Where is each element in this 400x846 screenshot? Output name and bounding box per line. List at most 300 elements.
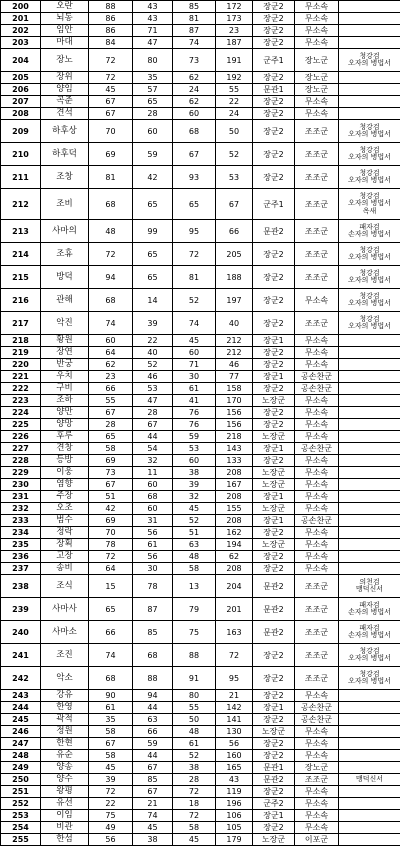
table-row: [1, 383, 400, 395]
stat-1-cell: 90: [89, 690, 133, 702]
faction-cell: 조조군: [295, 774, 339, 786]
faction-cell: 무소속: [295, 810, 339, 822]
general-name-cell: 한현: [41, 738, 89, 750]
row-number-cell: 203: [1, 37, 41, 49]
general-name-cell: 방덕: [41, 266, 89, 289]
stat-3-cell: 48: [173, 551, 216, 563]
row-number-cell: 215: [1, 266, 41, 289]
faction-cell: 무소속: [295, 395, 339, 407]
general-name-cell: 범수: [41, 515, 89, 527]
row-number-cell: 213: [1, 220, 41, 243]
general-name-cell: 양송: [41, 762, 89, 774]
stat-2-cell: 94: [133, 690, 173, 702]
row-number-cell: 241: [1, 644, 41, 667]
faction-cell: 무소속: [295, 491, 339, 503]
general-name-cell: 우치: [41, 371, 89, 383]
rank-cell: 문관2: [253, 598, 295, 621]
note-cell: 패자검 손자의 병법서: [339, 220, 400, 243]
table-row: [1, 455, 400, 467]
note-cell: [339, 479, 400, 491]
note-cell: [339, 37, 400, 49]
general-name-cell: 오란: [41, 1, 89, 13]
note-cell: [339, 371, 400, 383]
rank-cell: 장군2: [253, 822, 295, 834]
stat-4-cell: 201: [216, 598, 253, 621]
general-name-cell: 황원: [41, 335, 89, 347]
stat-2-cell: 45: [133, 822, 173, 834]
table-row: [1, 143, 400, 166]
rank-cell: 장군2: [253, 72, 295, 84]
row-number-cell: 236: [1, 551, 41, 563]
stat-2-cell: 59: [133, 738, 173, 750]
faction-cell: 장노군: [295, 762, 339, 774]
note-cell: [339, 25, 400, 37]
stat-4-cell: 62: [216, 551, 253, 563]
stat-3-cell: 30: [173, 371, 216, 383]
rank-cell: 장군2: [253, 289, 295, 312]
general-name-cell: 조비: [41, 189, 89, 220]
table-row: [1, 243, 400, 266]
stat-1-cell: 69: [89, 455, 133, 467]
table-row: [1, 443, 400, 455]
stat-3-cell: 65: [173, 189, 216, 220]
stat-3-cell: 88: [173, 644, 216, 667]
stat-3-cell: 50: [173, 714, 216, 726]
stat-4-cell: 160: [216, 750, 253, 762]
stat-2-cell: 40: [133, 347, 173, 359]
row-number-cell: 204: [1, 49, 41, 72]
stat-3-cell: 81: [173, 266, 216, 289]
general-name-cell: 정원: [41, 726, 89, 738]
general-name-cell: 장위: [41, 72, 89, 84]
stat-4-cell: 208: [216, 491, 253, 503]
rank-cell: 장군1: [253, 371, 295, 383]
stat-1-cell: 75: [89, 810, 133, 822]
stat-2-cell: 59: [133, 143, 173, 166]
table-row: [1, 347, 400, 359]
faction-cell: 무소속: [295, 750, 339, 762]
row-number-cell: 252: [1, 798, 41, 810]
stat-3-cell: 76: [173, 419, 216, 431]
faction-cell: 무소속: [295, 289, 339, 312]
rank-cell: 장군2: [253, 690, 295, 702]
row-number-cell: 249: [1, 762, 41, 774]
general-name-cell: 한섬: [41, 834, 89, 846]
table-row: [1, 220, 400, 243]
table-row: [1, 822, 400, 834]
stat-1-cell: 48: [89, 220, 133, 243]
stat-3-cell: 58: [173, 563, 216, 575]
row-number-cell: 200: [1, 1, 41, 13]
table-row: [1, 108, 400, 120]
general-name-cell: 곡준: [41, 96, 89, 108]
rank-cell: 장군2: [253, 166, 295, 189]
stat-1-cell: 94: [89, 266, 133, 289]
stat-3-cell: 62: [173, 96, 216, 108]
general-name-cell: 왕평: [41, 786, 89, 798]
rank-cell: 장군2: [253, 13, 295, 25]
faction-cell: 무소속: [295, 738, 339, 750]
note-cell: 맹덕신서: [339, 774, 400, 786]
stat-1-cell: 68: [89, 289, 133, 312]
stat-3-cell: 72: [173, 243, 216, 266]
row-number-cell: 218: [1, 335, 41, 347]
stat-2-cell: 74: [133, 810, 173, 822]
stat-3-cell: 62: [173, 72, 216, 84]
stat-3-cell: 53: [173, 443, 216, 455]
general-name-cell: 장획: [41, 539, 89, 551]
rank-cell: 장군2: [253, 738, 295, 750]
row-number-cell: 246: [1, 726, 41, 738]
stat-3-cell: 80: [173, 690, 216, 702]
note-cell: [339, 551, 400, 563]
row-number-cell: 208: [1, 108, 41, 120]
general-name-cell: 양수: [41, 774, 89, 786]
stat-1-cell: 67: [89, 738, 133, 750]
rank-cell: 장군2: [253, 347, 295, 359]
stat-4-cell: 172: [216, 1, 253, 13]
stat-3-cell: 60: [173, 455, 216, 467]
note-cell: [339, 491, 400, 503]
table-row: [1, 84, 400, 96]
stat-3-cell: 32: [173, 491, 216, 503]
faction-cell: 무소속: [295, 467, 339, 479]
general-name-cell: 장노: [41, 49, 89, 72]
note-cell: 청강검 오자의 병법서 옥새: [339, 189, 400, 220]
stat-1-cell: 68: [89, 667, 133, 690]
table-body: [1, 1, 400, 846]
stat-3-cell: 48: [173, 726, 216, 738]
stat-3-cell: 73: [173, 49, 216, 72]
row-number-cell: 248: [1, 750, 41, 762]
stat-4-cell: 105: [216, 822, 253, 834]
table-row: [1, 503, 400, 515]
rank-cell: 노장군: [253, 431, 295, 443]
table-row: [1, 575, 400, 598]
faction-cell: 무소속: [295, 563, 339, 575]
rank-cell: 문관1: [253, 762, 295, 774]
stat-3-cell: 85: [173, 1, 216, 13]
stat-3-cell: 74: [173, 312, 216, 335]
stat-3-cell: 13: [173, 575, 216, 598]
stat-4-cell: 23: [216, 25, 253, 37]
table-row: [1, 762, 400, 774]
table-row: [1, 49, 400, 72]
stat-4-cell: 194: [216, 539, 253, 551]
row-number-cell: 221: [1, 371, 41, 383]
rank-cell: 문관2: [253, 774, 295, 786]
note-cell: [339, 714, 400, 726]
faction-cell: 무소속: [295, 527, 339, 539]
rank-cell: 장군1: [253, 810, 295, 822]
table-row: [1, 96, 400, 108]
stat-1-cell: 86: [89, 13, 133, 25]
general-name-cell: 이임: [41, 810, 89, 822]
stat-3-cell: 63: [173, 539, 216, 551]
note-cell: [339, 431, 400, 443]
general-name-cell: 주장: [41, 491, 89, 503]
rank-cell: 군주1: [253, 49, 295, 72]
general-name-cell: 양임: [41, 84, 89, 96]
stat-2-cell: 61: [133, 539, 173, 551]
stat-1-cell: 39: [89, 774, 133, 786]
note-cell: 청강검 오자의 병법서: [339, 266, 400, 289]
note-cell: 의천검 맹덕신서: [339, 575, 400, 598]
stat-4-cell: 66: [216, 220, 253, 243]
stat-3-cell: 24: [173, 84, 216, 96]
general-name-cell: 강유: [41, 690, 89, 702]
faction-cell: 무소속: [295, 108, 339, 120]
note-cell: [339, 407, 400, 419]
stat-4-cell: 167: [216, 479, 253, 491]
stat-4-cell: 179: [216, 834, 253, 846]
stat-4-cell: 22: [216, 96, 253, 108]
stat-3-cell: 52: [173, 289, 216, 312]
note-cell: [339, 443, 400, 455]
note-cell: [339, 810, 400, 822]
table-row: [1, 726, 400, 738]
general-name-cell: 마대: [41, 37, 89, 49]
stat-2-cell: 60: [133, 503, 173, 515]
row-number-cell: 228: [1, 455, 41, 467]
stat-3-cell: 68: [173, 120, 216, 143]
faction-cell: 무소속: [295, 335, 339, 347]
general-name-cell: 반궁: [41, 359, 89, 371]
faction-cell: 공손찬군: [295, 702, 339, 714]
stat-4-cell: 52: [216, 143, 253, 166]
row-number-cell: 229: [1, 467, 41, 479]
row-number-cell: 225: [1, 419, 41, 431]
stat-3-cell: 52: [173, 750, 216, 762]
stat-4-cell: 162: [216, 527, 253, 539]
table-row: [1, 395, 400, 407]
stat-4-cell: 212: [216, 347, 253, 359]
stat-1-cell: 86: [89, 25, 133, 37]
rank-cell: 문관2: [253, 220, 295, 243]
faction-cell: 무소속: [295, 798, 339, 810]
stat-1-cell: 70: [89, 527, 133, 539]
rank-cell: 노장군: [253, 539, 295, 551]
table-row: [1, 25, 400, 37]
stat-2-cell: 80: [133, 49, 173, 72]
general-name-cell: 이웅: [41, 467, 89, 479]
stat-1-cell: 72: [89, 551, 133, 563]
row-number-cell: 211: [1, 166, 41, 189]
row-number-cell: 216: [1, 289, 41, 312]
rank-cell: 노장군: [253, 726, 295, 738]
note-cell: 청강검 오자의 병법서: [339, 289, 400, 312]
table-row: [1, 407, 400, 419]
rank-cell: 장군2: [253, 563, 295, 575]
stat-3-cell: 58: [173, 822, 216, 834]
faction-cell: 무소속: [295, 13, 339, 25]
note-cell: [339, 750, 400, 762]
rank-cell: 장군2: [253, 312, 295, 335]
stat-1-cell: 61: [89, 702, 133, 714]
note-cell: [339, 467, 400, 479]
note-cell: [339, 822, 400, 834]
stat-4-cell: 142: [216, 702, 253, 714]
general-name-cell: 조창: [41, 166, 89, 189]
note-cell: [339, 503, 400, 515]
faction-cell: 조조군: [295, 621, 339, 644]
stat-2-cell: 32: [133, 455, 173, 467]
row-number-cell: 219: [1, 347, 41, 359]
table-row: [1, 834, 400, 846]
stat-3-cell: 75: [173, 621, 216, 644]
table-row: [1, 527, 400, 539]
faction-cell: 조조군: [295, 243, 339, 266]
rank-cell: 장군1: [253, 443, 295, 455]
faction-cell: 조조군: [295, 189, 339, 220]
stat-2-cell: 99: [133, 220, 173, 243]
general-name-cell: 임안: [41, 25, 89, 37]
stat-2-cell: 68: [133, 491, 173, 503]
faction-cell: 조조군: [295, 312, 339, 335]
stat-4-cell: 156: [216, 419, 253, 431]
stat-2-cell: 21: [133, 798, 173, 810]
note-cell: [339, 539, 400, 551]
table-row: [1, 786, 400, 798]
stat-3-cell: 18: [173, 798, 216, 810]
stat-1-cell: 66: [89, 621, 133, 644]
stat-2-cell: 43: [133, 13, 173, 25]
stat-2-cell: 65: [133, 96, 173, 108]
stat-3-cell: 39: [173, 479, 216, 491]
stat-4-cell: 170: [216, 395, 253, 407]
table-row: [1, 431, 400, 443]
stat-2-cell: 54: [133, 443, 173, 455]
note-cell: 패자검 손자의 병법서: [339, 621, 400, 644]
stat-3-cell: 41: [173, 395, 216, 407]
stat-2-cell: 67: [133, 419, 173, 431]
note-cell: [339, 359, 400, 371]
faction-cell: 조조군: [295, 120, 339, 143]
faction-cell: 조조군: [295, 166, 339, 189]
note-cell: [339, 786, 400, 798]
note-cell: 청강검 오자의 병법서: [339, 49, 400, 72]
rank-cell: 장군2: [253, 243, 295, 266]
stat-1-cell: 66: [89, 383, 133, 395]
stat-1-cell: 35: [89, 714, 133, 726]
row-number-cell: 251: [1, 786, 41, 798]
general-name-cell: 조식: [41, 575, 89, 598]
stat-1-cell: 68: [89, 189, 133, 220]
rank-cell: 장군2: [253, 143, 295, 166]
stat-2-cell: 28: [133, 108, 173, 120]
general-name-cell: 한영: [41, 702, 89, 714]
note-cell: [339, 738, 400, 750]
note-cell: [339, 515, 400, 527]
table-row: [1, 563, 400, 575]
general-name-cell: 조휴: [41, 243, 89, 266]
table-row: [1, 539, 400, 551]
table-row: [1, 13, 400, 25]
stat-2-cell: 57: [133, 84, 173, 96]
rank-cell: 노장군: [253, 395, 295, 407]
stat-3-cell: 61: [173, 738, 216, 750]
row-number-cell: 212: [1, 189, 41, 220]
general-name-cell: 송비: [41, 563, 89, 575]
rank-cell: 장군2: [253, 455, 295, 467]
stat-4-cell: 197: [216, 289, 253, 312]
faction-cell: 조조군: [295, 598, 339, 621]
row-number-cell: 231: [1, 491, 41, 503]
table-row: [1, 371, 400, 383]
note-cell: [339, 455, 400, 467]
stat-2-cell: 22: [133, 335, 173, 347]
note-cell: 청강검 오자의 병법서: [339, 166, 400, 189]
stat-2-cell: 43: [133, 1, 173, 13]
row-number-cell: 253: [1, 810, 41, 822]
stat-2-cell: 60: [133, 479, 173, 491]
rank-cell: 장군2: [253, 37, 295, 49]
stat-4-cell: 187: [216, 37, 253, 49]
stat-1-cell: 70: [89, 120, 133, 143]
note-cell: [339, 13, 400, 25]
stat-2-cell: 68: [133, 644, 173, 667]
stat-3-cell: 45: [173, 834, 216, 846]
stat-1-cell: 72: [89, 72, 133, 84]
row-number-cell: 201: [1, 13, 41, 25]
stat-4-cell: 165: [216, 762, 253, 774]
table-row: [1, 312, 400, 335]
stat-2-cell: 46: [133, 371, 173, 383]
stat-4-cell: 46: [216, 359, 253, 371]
note-cell: 패자검 손자의 병법서: [339, 598, 400, 621]
stat-4-cell: 56: [216, 738, 253, 750]
table-row: [1, 189, 400, 220]
rank-cell: 장군1: [253, 702, 295, 714]
table-row: [1, 644, 400, 667]
stat-2-cell: 42: [133, 166, 173, 189]
faction-cell: 공손찬군: [295, 371, 339, 383]
stat-4-cell: 212: [216, 335, 253, 347]
stat-2-cell: 78: [133, 575, 173, 598]
stat-2-cell: 65: [133, 189, 173, 220]
table-row: [1, 166, 400, 189]
stat-3-cell: 93: [173, 166, 216, 189]
stat-2-cell: 47: [133, 395, 173, 407]
row-number-cell: 240: [1, 621, 41, 644]
general-name-cell: 조하: [41, 395, 89, 407]
stat-1-cell: 65: [89, 431, 133, 443]
rank-cell: 장군1: [253, 335, 295, 347]
note-cell: [339, 335, 400, 347]
stat-1-cell: 73: [89, 467, 133, 479]
row-number-cell: 207: [1, 96, 41, 108]
stat-2-cell: 85: [133, 774, 173, 786]
note-cell: [339, 762, 400, 774]
general-name-cell: 사마의: [41, 220, 89, 243]
stat-1-cell: 69: [89, 515, 133, 527]
rank-cell: 장군2: [253, 359, 295, 371]
table-row: [1, 750, 400, 762]
stat-2-cell: 14: [133, 289, 173, 312]
stat-4-cell: 106: [216, 810, 253, 822]
stat-1-cell: 67: [89, 407, 133, 419]
general-name-cell: 정락: [41, 527, 89, 539]
rank-cell: 장군2: [253, 96, 295, 108]
stat-3-cell: 52: [173, 515, 216, 527]
faction-cell: 무소속: [295, 551, 339, 563]
stat-2-cell: 39: [133, 312, 173, 335]
rank-cell: 장군2: [253, 551, 295, 563]
rank-cell: 장군2: [253, 750, 295, 762]
stat-4-cell: 196: [216, 798, 253, 810]
faction-cell: 무소속: [295, 822, 339, 834]
stat-4-cell: 143: [216, 443, 253, 455]
